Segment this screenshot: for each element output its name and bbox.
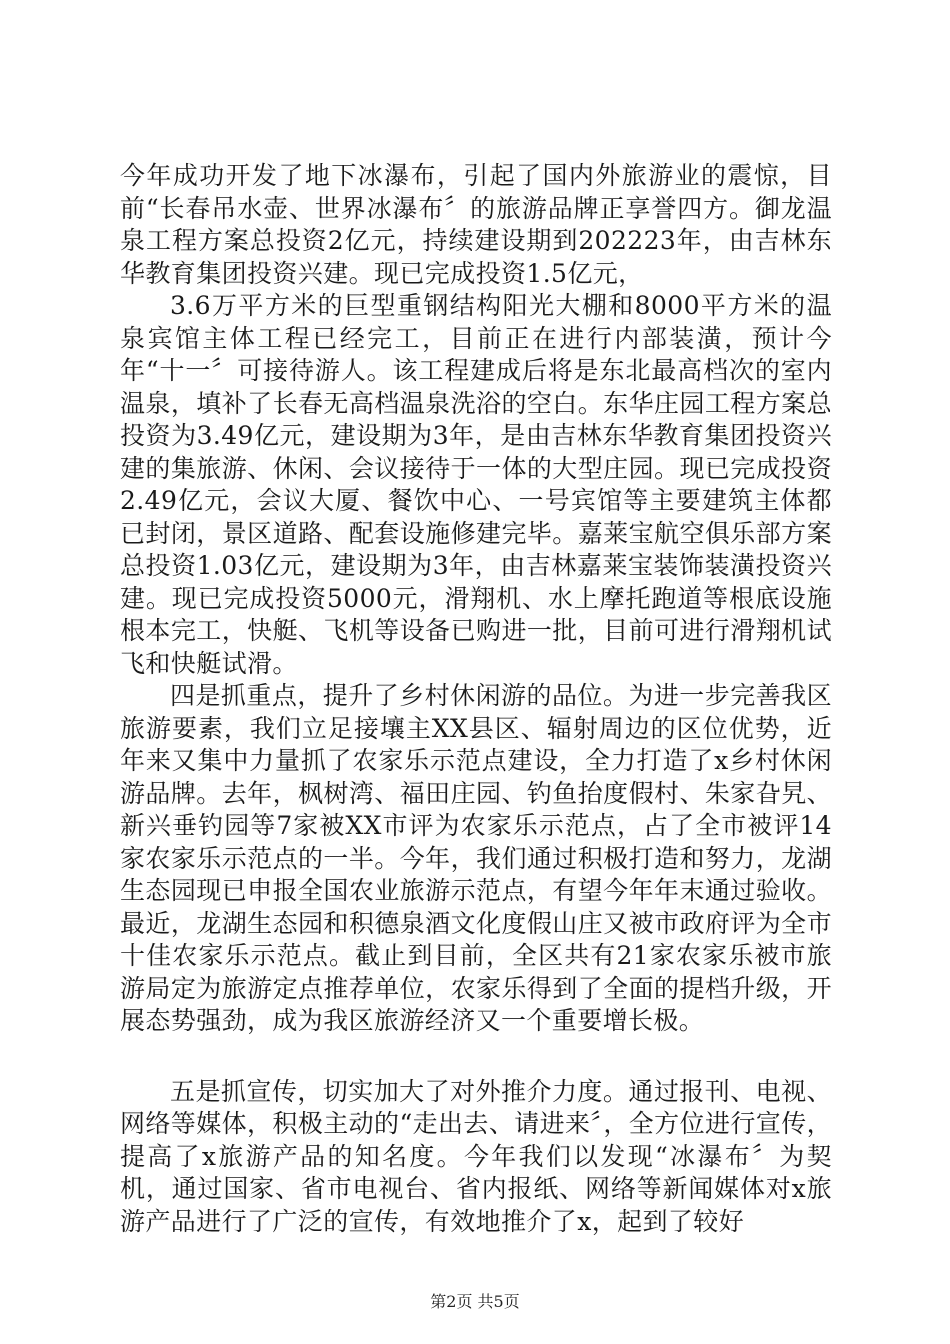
paragraph-1: 今年成功开发了地下冰瀑布，引起了国内外旅游业的震惊，目前“长春吊水壶、世界冰瀑布〞的旅游品牌正享誉四方。御龙温泉工程方案总投资2亿元，持续建设期到202223年，由吉林东华教育集团投资兴建。现已完成投资1.5亿元， <box>120 161 832 288</box>
page-footer: 第2页 共5页 <box>430 1292 520 1311</box>
paragraph-3: 四是抓重点，提升了乡村休闲游的品位。为进一步完善我区旅游要素，我们立足接壤主XX县区、辐射周边的区位优势，近年来又集中力量抓了农家乐示范点建设，全力打造了x乡村休闲游品牌。去年，枫树湾、福田庄园、钓鱼抬度假村、朱家旮旯、新兴垂钓园等7家被XX市评为农家乐示范点，占了全市被评14家农家乐示范点的一半。今年，我们通过积极打造和努力，龙湖生态园现已申报全国农业旅游示范点，有望今年年末通过验收。最近，龙湖生态园和积德泉酒文化度假山庄又被市政府评为全市十佳农家乐示范点。截止到目前，全区共有21家农家乐被市旅游局定为旅游定点推荐单位，农家乐得到了全面的提档升级，开展态势强劲，成为我区旅游经济又一个重要增长极。 <box>120 681 832 1035</box>
document-body <box>120 160 832 1238</box>
paragraph-2: 3.6万平方米的巨型重钢结构阳光大棚和8000平方米的温泉宾馆主体工程已经完工，目前正在进行内部装潢，预计今年“十一〞可接待游人。该工程建成后将是东北最高档次的室内温泉，填补了长春无高档温泉洗浴的空白。东华庄园工程方案总投资为3.49亿元，建设期为3年，是由吉林东华教育集团投资兴建的集旅游、休闲、会议接待于一体的大型庄园。现已完成投资2.49亿元，会议大厦、餐饮中心、一号宾馆等主要建筑主体都已封闭，景区道路、配套设施修建完毕。嘉莱宝航空俱乐部方案总投资1.03亿元，建设期为3年，由吉林嘉莱宝装饰装潢投资兴建。现已完成投资5000元，滑翔机、水上摩托跑道等根底设施根本完工，快艇、飞机等设备已购进一批，目前可进行滑翔机试飞和快艇试滑。 <box>120 291 832 678</box>
paragraph-4: 五是抓宣传，切实加大了对外推介力度。通过报刊、电视、网络等媒体，积极主动的“走出去、请进来〞，全方位进行宣传，提高了x旅游产品的知名度。今年我们以发现“冰瀑布〞为契机，通过国家、省市电视台、省内报纸、网络等新闻媒体对x旅游产品进行了广泛的宣传，有效地推介了x，起到了较好 <box>120 1076 832 1236</box>
